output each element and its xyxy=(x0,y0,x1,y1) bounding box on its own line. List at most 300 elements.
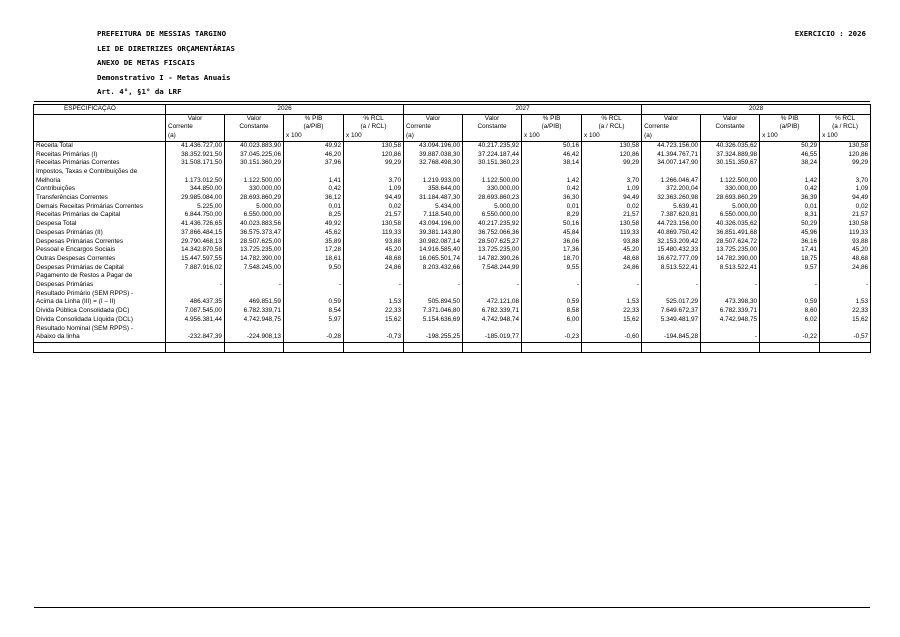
table-row xyxy=(34,168,871,177)
column-subheader xyxy=(225,132,284,141)
value-cell: - xyxy=(522,281,582,290)
row-label: Melhoria xyxy=(34,177,166,186)
subheader-row xyxy=(34,114,871,123)
row-label: Pessoal e Encargos Sociais xyxy=(34,246,166,255)
header-line: Art. 4°, §1° da LRF xyxy=(97,87,182,96)
column-subheader: Corrente xyxy=(404,123,463,132)
blank-cell xyxy=(344,342,404,352)
value-cell: 37.045.225,06 xyxy=(225,151,284,160)
value-cell: 36.752.066,36 xyxy=(463,229,522,238)
blank-cell xyxy=(34,132,166,141)
table-row xyxy=(34,255,871,264)
value-cell: - xyxy=(225,281,284,290)
table-row xyxy=(34,316,871,325)
value-cell: 50,29 xyxy=(760,220,820,229)
value-cell: 24,86 xyxy=(582,264,642,273)
value-cell xyxy=(642,325,701,334)
blank-cell xyxy=(166,342,225,352)
value-cell xyxy=(463,168,522,177)
value-cell: 38,14 xyxy=(522,159,582,168)
value-cell: 29.790.468,13 xyxy=(166,238,225,247)
value-cell xyxy=(344,290,404,299)
value-cell: 22,33 xyxy=(344,307,404,316)
value-cell: 94,49 xyxy=(820,194,871,203)
value-cell: 93,88 xyxy=(820,238,871,247)
year-header-row xyxy=(34,105,871,115)
table-row xyxy=(34,333,871,342)
value-cell: 18,61 xyxy=(284,255,344,264)
column-subheader: x 100 xyxy=(284,132,344,141)
column-subheader: % PIB xyxy=(284,114,344,123)
value-cell: -0,57 xyxy=(820,333,871,342)
blank-cell xyxy=(404,342,463,352)
value-cell xyxy=(642,272,701,281)
value-cell: 28.507.625,27 xyxy=(463,238,522,247)
value-cell: -198.255,25 xyxy=(404,333,463,342)
value-cell: 31.508.171,50 xyxy=(166,159,225,168)
value-cell xyxy=(166,168,225,177)
value-cell: 37.224.187,44 xyxy=(463,151,522,160)
value-cell: 32.363.260,98 xyxy=(642,194,701,203)
value-cell: 3,70 xyxy=(820,177,871,186)
value-cell: 40.023.883,90 xyxy=(225,141,284,150)
value-cell: 6,02 xyxy=(760,316,820,325)
column-subheader: % RCL xyxy=(582,114,642,123)
value-cell: 0,02 xyxy=(820,203,871,212)
value-cell: - xyxy=(463,281,522,290)
value-cell: 44.723.156,00 xyxy=(642,141,701,150)
column-subheader: Valor xyxy=(225,114,284,123)
value-cell: 28.507.625,00 xyxy=(225,238,284,247)
value-cell xyxy=(522,325,582,334)
empty-row xyxy=(34,342,871,352)
blank-cell xyxy=(225,342,284,352)
value-cell xyxy=(344,272,404,281)
value-cell: 22,33 xyxy=(582,307,642,316)
table-row xyxy=(34,290,871,299)
row-label: Dívida Pública Consolidada (DC) xyxy=(34,307,166,316)
value-cell: 9,50 xyxy=(284,264,344,273)
value-cell: - xyxy=(642,281,701,290)
value-cell: 46,42 xyxy=(522,151,582,160)
value-cell: 28.507.624,72 xyxy=(701,238,760,247)
value-cell: 1.173.012,50 xyxy=(166,177,225,186)
value-cell: 7.649.672,37 xyxy=(642,307,701,316)
value-cell xyxy=(701,272,760,281)
value-cell: 130,58 xyxy=(820,141,871,150)
value-cell: 30.982.087,14 xyxy=(404,238,463,247)
value-cell: 1,53 xyxy=(820,298,871,307)
value-cell xyxy=(701,168,760,177)
column-subheader: % PIB xyxy=(522,114,582,123)
bottom-rule xyxy=(34,607,870,608)
value-cell: 45,62 xyxy=(284,229,344,238)
row-label: Contribuições xyxy=(34,185,166,194)
value-cell: 36,06 xyxy=(522,238,582,247)
value-cell: 0,59 xyxy=(522,298,582,307)
value-cell: 36,12 xyxy=(284,194,344,203)
column-subheader: (a/PIB) xyxy=(522,123,582,132)
value-cell: 130,58 xyxy=(582,141,642,150)
value-cell: 1.219.933,00 xyxy=(404,177,463,186)
value-cell: 1.122.500,00 xyxy=(701,177,760,186)
value-cell: 6.782.339,71 xyxy=(701,307,760,316)
value-cell: 21,57 xyxy=(820,211,871,220)
table-row xyxy=(34,159,871,168)
value-cell: 130,58 xyxy=(582,220,642,229)
table-row xyxy=(34,185,871,194)
blank-cell xyxy=(820,342,871,352)
value-cell: 358.644,00 xyxy=(404,185,463,194)
value-cell: - xyxy=(760,281,820,290)
value-cell: 1,41 xyxy=(284,177,344,186)
value-cell xyxy=(284,272,344,281)
value-cell: 6.550.000,00 xyxy=(463,211,522,220)
table-row xyxy=(34,229,871,238)
value-cell: 28.693.860,23 xyxy=(463,194,522,203)
value-cell: 1,42 xyxy=(760,177,820,186)
value-cell xyxy=(225,290,284,299)
value-cell: 473.398,30 xyxy=(701,298,760,307)
value-cell: 5.000,00 xyxy=(701,203,760,212)
column-subheader: (a) xyxy=(166,132,225,141)
column-subheader: Corrente xyxy=(642,123,701,132)
report-header xyxy=(97,27,235,100)
column-subheader: % RCL xyxy=(820,114,871,123)
column-subheader: % PIB xyxy=(760,114,820,123)
value-cell: - xyxy=(404,281,463,290)
table-row xyxy=(34,238,871,247)
value-cell: 45,20 xyxy=(582,246,642,255)
row-label: Despesas Primárias de Capital xyxy=(34,264,166,273)
value-cell: 16.672.777,09 xyxy=(642,255,701,264)
value-cell: 48,68 xyxy=(344,255,404,264)
value-cell: 7.548.245,00 xyxy=(225,264,284,273)
value-cell xyxy=(404,290,463,299)
specificacao-header: ESPECIFICAÇÃO xyxy=(34,105,166,115)
column-subheader: (a/PIB) xyxy=(284,123,344,132)
column-subheader: (a/PIB) xyxy=(760,123,820,132)
value-cell xyxy=(404,168,463,177)
value-cell: 119,33 xyxy=(820,229,871,238)
value-cell: 15,62 xyxy=(582,316,642,325)
value-cell: 0,42 xyxy=(760,185,820,194)
blank-cell xyxy=(34,123,166,132)
value-cell: 94,49 xyxy=(344,194,404,203)
value-cell xyxy=(701,325,760,334)
value-cell: 93,88 xyxy=(344,238,404,247)
value-cell: 120,86 xyxy=(344,151,404,160)
value-cell: 0,01 xyxy=(522,203,582,212)
value-cell: 45,84 xyxy=(522,229,582,238)
value-cell: 37.324.889,98 xyxy=(701,151,760,160)
value-cell: 0,59 xyxy=(760,298,820,307)
value-cell: 41.436.727,00 xyxy=(166,141,225,150)
blank-cell xyxy=(522,342,582,352)
value-cell: 14.916.585,40 xyxy=(404,246,463,255)
value-cell: 4.742.948,74 xyxy=(463,316,522,325)
header-line: LEI DE DIRETRIZES ORÇAMENTÁRIAS xyxy=(97,43,235,53)
value-cell: -0,22 xyxy=(760,333,820,342)
value-cell: 32.153.209,42 xyxy=(642,238,701,247)
blank-cell xyxy=(760,342,820,352)
value-cell: 1,53 xyxy=(582,298,642,307)
value-cell xyxy=(225,272,284,281)
value-cell: 472.121,08 xyxy=(463,298,522,307)
value-cell: -0,28 xyxy=(284,333,344,342)
value-cell: 130,58 xyxy=(820,220,871,229)
column-subheader: % RCL xyxy=(344,114,404,123)
value-cell: 1,53 xyxy=(344,298,404,307)
value-cell: 0,02 xyxy=(582,203,642,212)
value-cell: 13.725.235,00 xyxy=(463,246,522,255)
value-cell: 1.266.046,47 xyxy=(642,177,701,186)
value-cell: 6,00 xyxy=(522,316,582,325)
value-cell: 1,09 xyxy=(820,185,871,194)
value-cell: 1,09 xyxy=(344,185,404,194)
value-cell: 50,29 xyxy=(760,141,820,150)
value-cell: 5.225,00 xyxy=(166,203,225,212)
value-cell: 8,58 xyxy=(522,307,582,316)
value-cell: 40.217.235,92 xyxy=(463,141,522,150)
value-cell xyxy=(344,168,404,177)
value-cell: 46,20 xyxy=(284,151,344,160)
value-cell: 36,16 xyxy=(760,238,820,247)
column-subheader: Valor xyxy=(701,114,760,123)
value-cell: 0,59 xyxy=(284,298,344,307)
row-label: Receita Total xyxy=(34,141,166,150)
value-cell: 45,20 xyxy=(820,246,871,255)
value-cell: 8,60 xyxy=(760,307,820,316)
value-cell: 37,96 xyxy=(284,159,344,168)
value-cell: 24,86 xyxy=(344,264,404,273)
blank-cell xyxy=(642,342,701,352)
value-cell: 18,70 xyxy=(522,255,582,264)
value-cell xyxy=(463,272,522,281)
value-cell xyxy=(404,272,463,281)
value-cell: 5,97 xyxy=(284,316,344,325)
value-cell: 3,70 xyxy=(582,177,642,186)
value-cell: 30.151.359,67 xyxy=(701,159,760,168)
value-cell: 50,16 xyxy=(522,220,582,229)
value-cell: 48,68 xyxy=(582,255,642,264)
value-cell xyxy=(760,272,820,281)
row-label: Despesas Primárias Correntes xyxy=(34,238,166,247)
value-cell xyxy=(582,272,642,281)
header-line: Demonstrativo I - Metas Anuais xyxy=(97,72,231,82)
table-row xyxy=(34,220,871,229)
year-header: 2026 xyxy=(166,105,404,115)
value-cell: 119,33 xyxy=(582,229,642,238)
value-cell: -0,23 xyxy=(522,333,582,342)
value-cell: 6.550.000,00 xyxy=(225,211,284,220)
subheader-row xyxy=(34,123,871,132)
value-cell xyxy=(522,168,582,177)
value-cell: -224.908,13 xyxy=(225,333,284,342)
value-cell: 7.087.545,00 xyxy=(166,307,225,316)
value-cell xyxy=(820,325,871,334)
column-subheader: (a / RCL) xyxy=(344,123,404,132)
value-cell xyxy=(463,290,522,299)
row-label: Receitas Primárias Correntes xyxy=(34,159,166,168)
value-cell xyxy=(760,290,820,299)
row-label: Abaixo da linha xyxy=(34,333,166,342)
top-rule xyxy=(34,101,870,102)
value-cell xyxy=(284,168,344,177)
row-label: Transferências Correntes xyxy=(34,194,166,203)
value-cell: -232.847,39 xyxy=(166,333,225,342)
blank-cell xyxy=(463,342,522,352)
value-cell: 14.782.390,00 xyxy=(225,255,284,264)
value-cell: 7.387.620,81 xyxy=(642,211,701,220)
value-cell xyxy=(166,325,225,334)
value-cell xyxy=(404,325,463,334)
value-cell: 37.866.484,15 xyxy=(166,229,225,238)
value-cell: 41.394.767,71 xyxy=(642,151,701,160)
value-cell: 40.326.035,62 xyxy=(701,141,760,150)
value-cell xyxy=(463,325,522,334)
value-cell: 1,09 xyxy=(582,185,642,194)
table-row xyxy=(34,281,871,290)
exercicio-label: EXERCICIO : 2026 xyxy=(794,29,866,38)
value-cell: 0,02 xyxy=(344,203,404,212)
value-cell: 525.017,29 xyxy=(642,298,701,307)
value-cell: 6.782.339,71 xyxy=(463,307,522,316)
value-cell: 330.000,00 xyxy=(701,185,760,194)
column-subheader: x 100 xyxy=(760,132,820,141)
value-cell: 130,58 xyxy=(344,141,404,150)
value-cell: 15,62 xyxy=(820,316,871,325)
value-cell: 43.094.196,00 xyxy=(404,220,463,229)
value-cell: 6.844.750,00 xyxy=(166,211,225,220)
table-row xyxy=(34,151,871,160)
value-cell: 49,92 xyxy=(284,141,344,150)
value-cell: 40.217.235,92 xyxy=(463,220,522,229)
value-cell: 7.887.916,02 xyxy=(166,264,225,273)
value-cell xyxy=(344,325,404,334)
value-cell: - xyxy=(701,281,760,290)
column-subheader: x 100 xyxy=(582,132,642,141)
column-subheader: (a) xyxy=(404,132,463,141)
value-cell: - xyxy=(284,281,344,290)
value-cell: 344.850,00 xyxy=(166,185,225,194)
column-subheader: Valor xyxy=(463,114,522,123)
column-subheader: Corrente xyxy=(166,123,225,132)
value-cell: 9,57 xyxy=(760,264,820,273)
table-row xyxy=(34,211,871,220)
column-subheader: Constante xyxy=(701,123,760,132)
row-label: Pagamento de Restos a Pagar de xyxy=(34,272,166,281)
value-cell: 21,57 xyxy=(344,211,404,220)
column-subheader: Valor xyxy=(166,114,225,123)
value-cell: 0,42 xyxy=(284,185,344,194)
value-cell xyxy=(820,272,871,281)
row-label: Outras Despesas Correntes xyxy=(34,255,166,264)
value-cell xyxy=(760,168,820,177)
value-cell: 486.437,35 xyxy=(166,298,225,307)
value-cell: 29.985.084,00 xyxy=(166,194,225,203)
value-cell: 32.768.498,30 xyxy=(404,159,463,168)
value-cell: - xyxy=(582,281,642,290)
table-row xyxy=(34,325,871,334)
value-cell: 48,68 xyxy=(820,255,871,264)
value-cell: - xyxy=(344,281,404,290)
blank-cell xyxy=(701,342,760,352)
value-cell: 0,01 xyxy=(760,203,820,212)
value-cell: 41.436.726,65 xyxy=(166,220,225,229)
value-cell: 119,33 xyxy=(344,229,404,238)
value-cell: 0,42 xyxy=(522,185,582,194)
value-cell: 8,29 xyxy=(522,211,582,220)
row-label: Despesas Primárias (II) xyxy=(34,229,166,238)
value-cell xyxy=(522,290,582,299)
value-cell: 28.693.860,29 xyxy=(225,194,284,203)
column-subheader: (a / RCL) xyxy=(820,123,871,132)
value-cell: 36,30 xyxy=(522,194,582,203)
value-cell: 8.203.432,66 xyxy=(404,264,463,273)
value-cell: 46,55 xyxy=(760,151,820,160)
value-cell: 8,31 xyxy=(760,211,820,220)
column-subheader: (a / RCL) xyxy=(582,123,642,132)
table-row xyxy=(34,272,871,281)
value-cell: - xyxy=(166,281,225,290)
value-cell: 15.447.597,55 xyxy=(166,255,225,264)
column-subheader xyxy=(463,132,522,141)
blank-cell xyxy=(582,342,642,352)
blank-cell xyxy=(34,342,166,352)
value-cell: 24,86 xyxy=(820,264,871,273)
value-cell: 7.371.046,80 xyxy=(404,307,463,316)
value-cell: 36,39 xyxy=(760,194,820,203)
value-cell xyxy=(642,168,701,177)
row-label: Receitas Primárias de Capital xyxy=(34,211,166,220)
value-cell: 7.118.540,00 xyxy=(404,211,463,220)
value-cell: 18,75 xyxy=(760,255,820,264)
value-cell xyxy=(760,325,820,334)
value-cell: 372.200,04 xyxy=(642,185,701,194)
value-cell: - xyxy=(701,333,760,342)
value-cell: 15.480.432,33 xyxy=(642,246,701,255)
value-cell xyxy=(701,290,760,299)
value-cell xyxy=(166,290,225,299)
value-cell: 17,36 xyxy=(522,246,582,255)
value-cell: 8.513.522,41 xyxy=(642,264,701,273)
table-row xyxy=(34,307,871,316)
value-cell: 45,20 xyxy=(344,246,404,255)
value-cell: 17,41 xyxy=(760,246,820,255)
value-cell: 8,54 xyxy=(284,307,344,316)
header-line: PREFEITURA DE MESSIAS TARGINO xyxy=(97,29,227,38)
value-cell: 14.342.870,58 xyxy=(166,246,225,255)
value-cell: 30.151.360,29 xyxy=(225,159,284,168)
row-label: Resultado Primário (SEM RPPS) - xyxy=(34,290,166,299)
value-cell xyxy=(166,272,225,281)
value-cell: 6.782.339,71 xyxy=(225,307,284,316)
value-cell: 330.000,00 xyxy=(463,185,522,194)
value-cell: 5.154.636,69 xyxy=(404,316,463,325)
table-row xyxy=(34,203,871,212)
value-cell: 4.742.948,75 xyxy=(701,316,760,325)
year-header: 2028 xyxy=(642,105,871,115)
value-cell: 120,86 xyxy=(820,151,871,160)
value-cell: 45,96 xyxy=(760,229,820,238)
value-cell: 34.007.147,90 xyxy=(642,159,701,168)
blank-cell xyxy=(284,342,344,352)
value-cell: -194.845,28 xyxy=(642,333,701,342)
table-row xyxy=(34,177,871,186)
value-cell: 17,28 xyxy=(284,246,344,255)
value-cell: 15,62 xyxy=(344,316,404,325)
